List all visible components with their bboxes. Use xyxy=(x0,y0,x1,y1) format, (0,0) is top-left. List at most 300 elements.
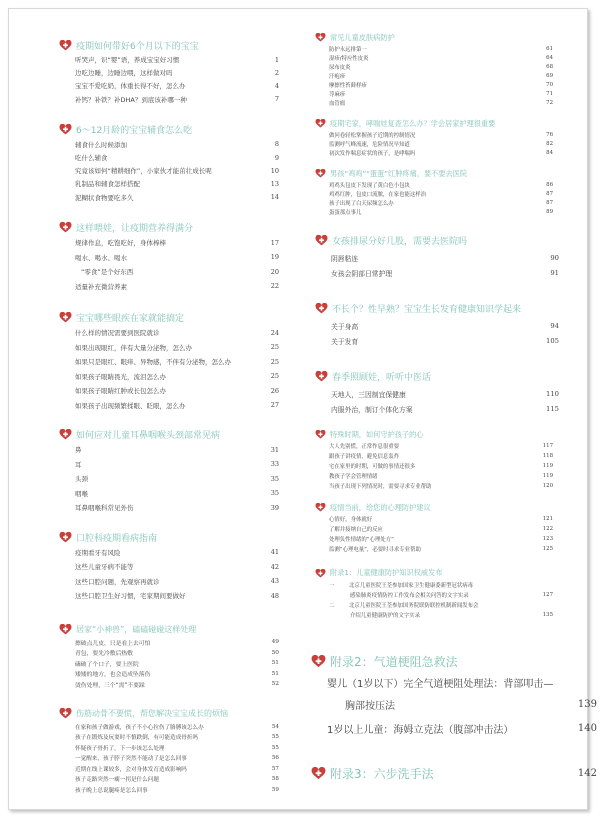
section-heading[interactable] xyxy=(315,117,583,130)
toc-entry[interactable] xyxy=(59,164,289,177)
section-heading[interactable] xyxy=(59,621,289,637)
toc-entry[interactable] xyxy=(315,401,583,416)
heart-cross-icon xyxy=(59,222,72,233)
toc-entry[interactable] xyxy=(59,589,289,604)
entry-page: 27 xyxy=(270,401,279,410)
toc-left-column xyxy=(59,37,289,795)
entry-page: 22 xyxy=(270,282,279,291)
entry-page: 25 xyxy=(270,372,279,381)
section-title: 这样喂娃，让疫期营养得满分 xyxy=(76,224,194,235)
heart-cross-icon xyxy=(59,429,72,440)
toc-entry[interactable] xyxy=(59,443,289,458)
entry-page: 140 xyxy=(577,722,597,734)
entry-title: 擦破点儿皮，只是看上去可怕 xyxy=(75,640,151,647)
toc-entry[interactable] xyxy=(315,580,583,590)
entry-title: 孩子出现了白天尿频怎么办 xyxy=(329,200,394,207)
section-title: 6～12月龄的宝宝辅食怎么吃 xyxy=(76,126,193,137)
toc-section xyxy=(59,621,289,690)
entry-page: 55 xyxy=(271,734,279,741)
toc-entry[interactable] xyxy=(59,384,289,399)
section-heading[interactable] xyxy=(315,428,583,441)
toc-entry[interactable] xyxy=(59,177,289,190)
toc-entry-continued[interactable] xyxy=(315,590,583,600)
toc-right-column xyxy=(315,31,597,784)
section-title: 伤筋动骨不要慌，帮您解决宝宝成长的烦恼 xyxy=(76,709,228,719)
section-title: 疫期宅家，哮喘娃复查怎么办？学会居家护理很重要 xyxy=(330,118,496,128)
entry-title: 这些口腔卫生好习惯，宅家期间要做好 xyxy=(75,592,186,601)
entry-page: 135 xyxy=(542,612,553,618)
toc-entry[interactable] xyxy=(311,672,597,692)
toc-entry[interactable] xyxy=(59,191,289,204)
entry-title: 矮矮的地方，也会造成坠落伤 xyxy=(75,672,151,679)
entry-title: 在家和孩子做游戏，孩子不小心拉伤了胳膊该怎么办 xyxy=(75,724,204,731)
entry-page: 8 xyxy=(274,140,279,149)
section-heading[interactable] xyxy=(311,762,597,784)
entry-title: 蛋蛋那点事儿 xyxy=(329,209,362,216)
entry-page: 118 xyxy=(542,453,553,459)
section-heading[interactable] xyxy=(315,167,583,180)
toc-section xyxy=(315,31,583,107)
toc-entry[interactable] xyxy=(315,44,583,53)
section-title: 如何应对儿童耳鼻咽喉头颈部常见病 xyxy=(76,431,221,442)
entry-page: 4 xyxy=(274,81,279,90)
toc-section xyxy=(315,366,583,416)
entry-title-line1: 北京儿童医院王荃参加国家卫生健康委新型冠状病毒 xyxy=(349,583,473,589)
entry-page: 56 xyxy=(271,755,279,762)
entry-title: 规律作息，吃饱吃好，身体棒棒 xyxy=(75,239,166,248)
entry-page: 120 xyxy=(542,483,553,489)
entry-title: 头颈 xyxy=(75,475,88,484)
toc-section xyxy=(315,501,583,554)
entry-page: 33 xyxy=(270,460,279,469)
entry-page: 14 xyxy=(270,193,279,202)
toc-entry[interactable] xyxy=(59,648,289,659)
entry-title: 一觉醒来，孩子脖子突然不能动了是怎么回事 xyxy=(75,756,187,763)
entry-title: 内服外治，制订个体化方案 xyxy=(331,405,413,414)
toc-entry[interactable] xyxy=(315,386,583,401)
toc-entry[interactable] xyxy=(59,574,289,589)
section-heading[interactable] xyxy=(59,122,289,138)
section-heading[interactable] xyxy=(59,310,289,326)
toc-entry[interactable] xyxy=(59,369,289,384)
entry-page: 82 xyxy=(546,140,553,147)
toc-entry[interactable] xyxy=(59,236,289,251)
entry-page: 59 xyxy=(271,786,279,793)
section-title: 常见儿童皮肤病防护 xyxy=(330,32,395,42)
entry-title: 乳制品和辅食怎样搭配 xyxy=(75,180,140,189)
toc-entry[interactable] xyxy=(59,732,289,743)
entry-page: 110 xyxy=(546,389,559,398)
toc-section xyxy=(315,298,583,348)
section-heading[interactable] xyxy=(59,427,289,443)
entry-page: 49 xyxy=(271,639,279,646)
entry-title: 教孩子学会管理情绪 xyxy=(329,474,378,480)
section-heading[interactable] xyxy=(315,501,583,514)
toc-entry[interactable] xyxy=(59,79,289,92)
toc-entry[interactable] xyxy=(59,279,289,294)
toc-entry[interactable] xyxy=(59,637,289,648)
toc-entry[interactable] xyxy=(315,600,583,610)
toc-entry[interactable] xyxy=(59,764,289,775)
toc-entry[interactable] xyxy=(59,722,289,733)
entry-page: 87 xyxy=(546,199,553,206)
entry-page: 19 xyxy=(270,253,279,262)
entry-page: 25 xyxy=(270,343,279,352)
entry-title: 处理负性情绪的“心理处方” xyxy=(329,537,394,543)
section-heading[interactable] xyxy=(315,230,583,250)
entry-title: 鼻 xyxy=(75,446,82,455)
entry-title: “零食”是个好东西 xyxy=(81,268,134,277)
entry-page: 58 xyxy=(271,776,279,783)
section-title: 居家“小神兽”，磕磕碰碰这样处理 xyxy=(76,624,197,634)
entry-title: 适量补充微营养素 xyxy=(75,282,127,291)
toc-entry[interactable] xyxy=(59,398,289,413)
entry-page: 90 xyxy=(550,253,559,262)
entry-title: 摩擦性苔藓样疹 xyxy=(329,82,367,89)
book-toc-page xyxy=(8,8,597,810)
entry-page: 1 xyxy=(274,55,279,64)
toc-section xyxy=(59,122,289,204)
entry-page: 86 xyxy=(546,181,553,188)
toc-section-appendix-2 xyxy=(311,650,597,740)
entry-title: 泥糊状食物要吃多久 xyxy=(75,193,134,202)
heart-cross-icon xyxy=(311,767,326,780)
entry-page: 42 xyxy=(270,562,279,571)
entry-title: 边吃边睡，边睡边喂，这样做对吗 xyxy=(75,69,173,78)
entry-title: 补钙？补铁？补DHA？到底该补哪一种 xyxy=(75,95,187,104)
entry-title-line2: 胸部按压法 xyxy=(345,700,395,712)
toc-entry[interactable] xyxy=(59,66,289,79)
toc-entry[interactable] xyxy=(315,250,583,265)
entry-title: 关于身高 xyxy=(331,322,359,331)
entry-page: 105 xyxy=(546,336,559,345)
entry-title-line1: 北京儿童医院王荃参加国务院联防联控机制新闻发布会 xyxy=(349,603,479,609)
entry-page: 142 xyxy=(577,767,597,779)
toc-section xyxy=(59,220,289,294)
entry-page: 7 xyxy=(274,95,279,104)
entry-page: 91 xyxy=(550,268,559,277)
toc-entry[interactable] xyxy=(59,679,289,690)
entry-title-line1: 婴儿（1岁以下）完全气道梗阻处理法：背部叩击— xyxy=(327,678,554,690)
toc-entry[interactable] xyxy=(59,250,289,265)
entry-title: 了解并接纳自己的反应 xyxy=(329,527,383,533)
entry-page: 43 xyxy=(270,577,279,586)
toc-entry[interactable] xyxy=(59,355,289,370)
heart-cross-icon xyxy=(59,40,72,51)
entry-title: 防护永远排第一 xyxy=(329,46,367,53)
heart-cross-icon xyxy=(315,569,326,578)
toc-entry[interactable] xyxy=(315,534,583,544)
entry-title: 孩子晚上总说腿疼是怎么回事 xyxy=(75,787,148,794)
toc-entry[interactable] xyxy=(315,471,583,481)
entry-title-line2: 感染肺炎疫情防控工作发布会相关问答的文字实录 xyxy=(350,593,469,599)
entry-page: 76 xyxy=(546,131,553,138)
entry-title: 怀疑孩子骨折了，下一步该怎么处理 xyxy=(75,745,165,752)
entry-title: 孩子在锻炼及玩耍时不慎跌倒，有可能造成骨折吗 xyxy=(75,735,199,742)
entry-title: 跟孩子讲疫情，避免信息轰炸 xyxy=(329,454,400,460)
entry-title: 初次发作喘息症状的孩子，是哮喘吗 xyxy=(329,150,416,157)
section-heading[interactable] xyxy=(59,706,289,722)
toc-section xyxy=(59,37,289,106)
toc-section xyxy=(315,117,583,157)
entry-page: 50 xyxy=(271,649,279,656)
entry-title: 湿疹/特应性皮炎 xyxy=(329,55,369,62)
entry-page: 70 xyxy=(546,81,553,88)
heart-cross-icon xyxy=(315,303,328,314)
toc-entry[interactable] xyxy=(315,139,583,148)
entry-title: 什么样的情况需要到医院就诊 xyxy=(75,329,160,338)
entry-page: 48 xyxy=(270,591,279,600)
toc-section xyxy=(59,310,289,413)
entry-title: 吃什么辅食 xyxy=(75,154,108,163)
toc-entry[interactable] xyxy=(59,545,289,560)
toc-entry[interactable] xyxy=(315,524,583,534)
entry-page: 121 xyxy=(542,516,553,522)
entry-page: 119 xyxy=(542,463,553,469)
section-title: 春季照顾娃，听听中医话 xyxy=(332,372,432,383)
section-title: 宝宝哪些眼疾在家就能搞定 xyxy=(76,314,185,325)
toc-entry[interactable] xyxy=(315,89,583,98)
entry-title: 听哭声，识“婴”语，养成宝宝好习惯 xyxy=(75,56,180,65)
entry-title: 汗疱疹 xyxy=(329,73,346,80)
toc-entry[interactable] xyxy=(315,189,583,198)
entry-title: 关于发育 xyxy=(331,337,359,346)
section-title: 特殊时期，如何守护孩子的心 xyxy=(330,429,424,439)
toc-entry[interactable] xyxy=(315,461,583,471)
heart-cross-icon xyxy=(59,532,72,543)
toc-entry[interactable] xyxy=(315,53,583,62)
section-heading[interactable] xyxy=(315,298,583,318)
entry-title: 宝宝不爱吃奶，体重长得不好，怎么办 xyxy=(75,82,186,91)
toc-entry[interactable] xyxy=(59,501,289,516)
section-title: 附录3：六步洗手法 xyxy=(330,766,434,781)
entry-title: 这些口腔问题，先观察再就诊 xyxy=(75,577,160,586)
heart-cross-icon xyxy=(59,312,72,323)
entry-page: 2 xyxy=(274,68,279,77)
heart-cross-icon xyxy=(315,235,328,246)
toc-entry[interactable] xyxy=(315,180,583,189)
heart-cross-icon xyxy=(315,430,326,439)
toc-entry[interactable] xyxy=(59,53,289,66)
toc-entry[interactable] xyxy=(59,151,289,164)
toc-entry[interactable] xyxy=(315,514,583,524)
entry-page: 84 xyxy=(546,149,553,156)
toc-entry[interactable] xyxy=(59,326,289,341)
entry-title: 如果孩子出现频繁揉眼、眨眼，怎么办 xyxy=(75,401,186,410)
entry-page: 117 xyxy=(542,443,553,449)
entry-page: 122 xyxy=(542,526,553,532)
entry-title: 尿布皮炎 xyxy=(329,64,351,71)
section-heading[interactable] xyxy=(311,650,597,672)
toc-entry[interactable] xyxy=(315,130,583,139)
entry-title: 做问卷轻松掌握孩子近期的控制情况 xyxy=(329,132,416,139)
section-title: 不长个？性早熟？宝宝生长发育健康知识学起来 xyxy=(332,304,522,315)
toc-entry[interactable] xyxy=(315,148,583,157)
toc-entry[interactable] xyxy=(315,207,583,216)
toc-entry[interactable] xyxy=(315,198,583,207)
heart-cross-icon xyxy=(311,655,326,668)
entry-title: 近期在线上课较多，会对身体发育造成影响吗 xyxy=(75,766,187,773)
toc-section-appendix-3 xyxy=(311,762,597,784)
entry-page: 51 xyxy=(271,670,279,677)
entry-page: 54 xyxy=(271,723,279,730)
section-title: 附录2：气道梗阻急救法 xyxy=(330,654,458,669)
entry-title: 鸡鸡头包皮下发现了黄白色小包块 xyxy=(329,182,410,189)
toc-section xyxy=(59,427,289,516)
entry-page: 24 xyxy=(270,328,279,337)
toc-entry[interactable] xyxy=(315,451,583,461)
entry-title: 鸡鸡红肿，包皮口流脓，在家也能这样治 xyxy=(329,191,427,198)
toc-entry[interactable] xyxy=(59,560,289,575)
entry-page: 61 xyxy=(546,45,553,52)
section-heading[interactable] xyxy=(315,31,583,44)
heart-cross-icon xyxy=(315,503,326,512)
toc-section xyxy=(315,428,583,491)
entry-title: 耳鼻咽喉科常见外伤 xyxy=(75,504,134,513)
entry-title: 1岁以上儿童：海姆立克法（腹部冲击法） xyxy=(327,724,514,736)
section-title: 疫情当前，给您的心理防护建议 xyxy=(330,502,431,512)
entry-page: 41 xyxy=(270,548,279,557)
toc-entry[interactable] xyxy=(59,340,289,355)
entry-title: 女孩会阴部日常护理 xyxy=(331,269,393,278)
toc-entry[interactable] xyxy=(315,98,583,107)
entry-title: 大人先别慌，正常作息很重要 xyxy=(329,444,400,450)
entry-page: 51 xyxy=(271,660,279,667)
toc-entry[interactable] xyxy=(59,457,289,472)
entry-page: 17 xyxy=(270,238,279,247)
toc-entry[interactable] xyxy=(59,265,289,280)
entry-title: 如果孩子眼睛红肿或长包怎么办 xyxy=(75,387,166,396)
entry-page: 71 xyxy=(546,90,553,97)
section-title: 口腔科疫期看病指南 xyxy=(76,533,158,544)
toc-entry[interactable] xyxy=(311,716,597,740)
entry-page: 9 xyxy=(274,153,279,162)
section-heading[interactable] xyxy=(315,366,583,386)
entry-page: 39 xyxy=(270,503,279,512)
entry-title: 喝水、喝水、喝水 xyxy=(75,253,127,262)
entry-title: 心情好，身体就好 xyxy=(329,517,373,523)
toc-entry[interactable] xyxy=(315,544,583,554)
section-heading[interactable] xyxy=(315,566,583,580)
entry-page: 26 xyxy=(270,386,279,395)
entry-title: 如果出现眼红，伴有大量分泌物，怎么办 xyxy=(75,343,192,352)
entry-page: 13 xyxy=(270,179,279,188)
toc-section xyxy=(59,529,289,603)
entry-title: 咽喉 xyxy=(75,489,88,498)
toc-section xyxy=(59,706,289,796)
entry-page: 125 xyxy=(542,546,553,552)
section-heading[interactable] xyxy=(59,220,289,236)
heart-cross-icon xyxy=(59,624,72,635)
toc-entry-continued[interactable] xyxy=(315,610,583,620)
entry-page: 115 xyxy=(546,404,559,413)
toc-entry[interactable] xyxy=(315,80,583,89)
entry-title: 磕破了个口子，要上医院 xyxy=(75,661,139,668)
section-title: 疫期如何带好6个月以下的宝宝 xyxy=(76,41,199,52)
heart-cross-icon xyxy=(59,124,72,135)
toc-entry[interactable] xyxy=(315,481,583,491)
entry-page: 52 xyxy=(271,681,279,688)
entry-page: 87 xyxy=(546,190,553,197)
toc-entry[interactable] xyxy=(59,669,289,680)
entry-title: 这些儿童牙病不能等 xyxy=(75,563,134,572)
toc-entry-continued[interactable] xyxy=(311,692,597,716)
toc-entry[interactable] xyxy=(59,138,289,151)
entry-page: 10 xyxy=(270,166,279,175)
toc-entry[interactable] xyxy=(59,743,289,754)
entry-page: 31 xyxy=(270,445,279,454)
toc-entry[interactable] xyxy=(59,472,289,487)
entry-page: 123 xyxy=(542,536,553,542)
heart-cross-icon xyxy=(315,33,326,42)
entry-page: 25 xyxy=(270,357,279,366)
toc-entry[interactable] xyxy=(315,318,583,333)
toc-entry[interactable] xyxy=(59,93,289,106)
toc-entry[interactable] xyxy=(315,441,583,451)
toc-entry[interactable] xyxy=(59,486,289,501)
entry-page: 72 xyxy=(546,99,553,106)
entry-title: 耳 xyxy=(75,460,82,469)
toc-entry[interactable] xyxy=(315,71,583,80)
entry-title: 监测呼气峰流速，危险情况早知道 xyxy=(329,141,410,148)
entry-title: 孩子走路突然一瘸一拐是什么问题 xyxy=(75,777,159,784)
entry-page: 35 xyxy=(270,489,279,498)
toc-entry[interactable] xyxy=(59,658,289,669)
entry-page: 127 xyxy=(542,592,553,598)
entry-title: 疫期看牙有风险 xyxy=(75,548,121,557)
entry-title: 监测“心理电量”，必要时寻求专业帮助 xyxy=(329,547,421,553)
toc-entry[interactable] xyxy=(59,785,289,796)
entry-number: 二 xyxy=(329,603,335,609)
section-heading[interactable] xyxy=(59,37,289,53)
entry-title: 荨麻疹 xyxy=(329,91,346,98)
heart-cross-icon xyxy=(315,169,326,178)
entry-title: 天地人，三因制宜保健康 xyxy=(331,390,406,399)
entry-title: 宅在家里的时期，可做的事情还很多 xyxy=(329,464,416,470)
entry-title: 如果孩子眼睛畏光，流泪怎么办 xyxy=(75,372,166,381)
section-title: 女孩排尿分好几股，需要去医院吗 xyxy=(332,236,468,247)
entry-page: 69 xyxy=(546,72,553,79)
entry-page: 89 xyxy=(546,208,553,215)
entry-page: 57 xyxy=(271,765,279,772)
entry-title: 辅食什么时候添加 xyxy=(75,140,127,149)
entry-title: 如果只是眼红、眼痒、异物感，不伴有分泌物，怎么办 xyxy=(75,358,231,367)
heart-cross-icon xyxy=(315,371,328,382)
toc-entry[interactable] xyxy=(59,753,289,764)
entry-title: 阴唇粘连 xyxy=(331,254,359,263)
toc-section xyxy=(315,230,583,280)
toc-entry[interactable] xyxy=(315,62,583,71)
entry-page: 94 xyxy=(550,321,559,330)
entry-page: 119 xyxy=(542,473,553,479)
entry-title: 烫伤处理，三个“需”不要踩 xyxy=(75,682,145,689)
toc-entry[interactable] xyxy=(315,333,583,348)
toc-section-appendix-1 xyxy=(315,566,583,620)
entry-title: 青包，要先冷敷后热敷 xyxy=(75,651,133,658)
toc-entry[interactable] xyxy=(315,265,583,280)
entry-number: 一 xyxy=(329,583,335,589)
entry-page: 64 xyxy=(546,54,553,61)
section-heading[interactable] xyxy=(59,529,289,545)
heart-cross-icon xyxy=(315,119,326,128)
entry-title: 究竟该如何“精耕细作”，小家伙才能茁壮成长呢 xyxy=(75,167,212,176)
entry-page: 68 xyxy=(546,63,553,70)
entry-page: 35 xyxy=(270,474,279,483)
toc-entry[interactable] xyxy=(59,774,289,785)
entry-page: 55 xyxy=(271,744,279,751)
section-title: 附录1：儿童健康防护知识权威发布 xyxy=(330,568,443,577)
toc-section xyxy=(315,167,583,216)
